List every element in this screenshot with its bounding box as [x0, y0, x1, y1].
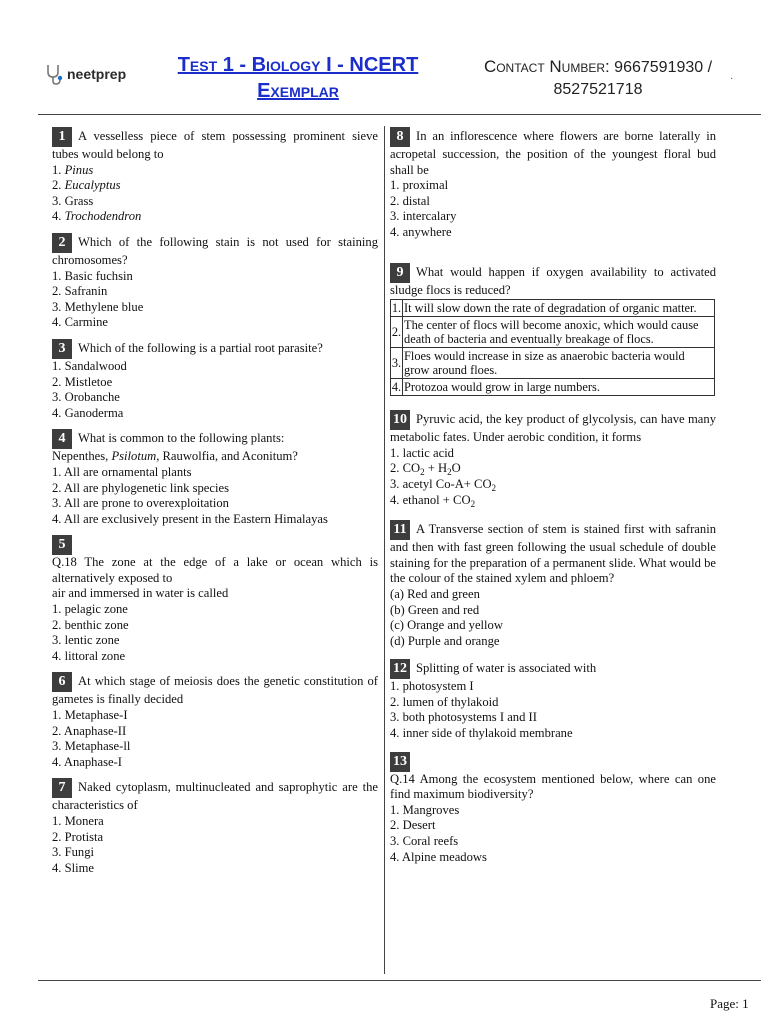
stethoscope-icon	[44, 62, 64, 86]
question-text: A vesselless piece of stem possessing prominent sieve tubes would belong to	[52, 128, 378, 161]
option-4: 4. anywhere	[390, 224, 452, 239]
question-1	[52, 127, 378, 225]
question-9	[390, 263, 716, 397]
option-4: 4. Trochodendron	[52, 209, 142, 224]
option-1: 1. Basic fuchsin	[52, 268, 133, 283]
table-row: 4. Protozoa would grow in large numbers.	[391, 379, 715, 396]
question-text-line2: Nepenthes, Psilotum, Rauwolfia, and Aconitum?	[52, 449, 298, 464]
question-11	[390, 520, 716, 649]
question-number: 6	[52, 672, 72, 692]
option-4: 4. Ganoderma	[52, 405, 124, 420]
table-row: 1. It will slow down the rate of degradation of organic matter.	[391, 300, 715, 317]
option-d: (d) Purple and orange	[390, 633, 500, 648]
column-divider	[384, 126, 385, 974]
question-number: 7	[52, 778, 72, 798]
question-text: What is common to the following plants:	[78, 431, 285, 446]
option-4: 4. Alpine meadows	[390, 849, 487, 864]
contact-info	[458, 56, 738, 101]
left-column	[52, 127, 378, 884]
option-1: 1. Monera	[52, 814, 104, 828]
right-column	[390, 127, 716, 873]
question-13	[390, 752, 716, 866]
question-6	[52, 672, 378, 770]
option-2: 2. lumen of thylakoid	[390, 694, 499, 709]
question-3	[52, 339, 378, 421]
option-2: 2. All are phylogenetic link species	[52, 480, 229, 495]
option-2: 2. distal	[390, 193, 430, 208]
option-b: (b) Green and red	[390, 602, 480, 617]
option-1: 1. Pinus	[52, 162, 94, 177]
question-number: 9	[390, 263, 410, 283]
question-number: 12	[390, 659, 410, 679]
option-4: 4. Carmine	[52, 315, 108, 330]
option-3: 3. Methylene blue	[52, 299, 144, 314]
question-10	[390, 410, 716, 508]
question-text: Pyruvic acid, the key product of glycolysis, can have many metabolic fates. Under aerobic condition, it forms	[390, 412, 716, 445]
option-1: 1. All are ornamental plants	[52, 464, 192, 479]
option-3: 3. Grass	[52, 193, 94, 208]
question-text: At which stage of meiosis does the genetic constitution of gametes is finally decided	[52, 674, 378, 707]
question-4	[52, 429, 378, 527]
question-text: Which of the following is a partial root parasite?	[78, 340, 323, 355]
option-4: 4. ethanol + $CO_2$	[390, 492, 476, 509]
logo-text: neetprep	[67, 66, 127, 82]
question-8	[390, 127, 716, 241]
question-number: 11	[390, 520, 410, 540]
neetprep-logo	[44, 62, 126, 86]
question-text: Q.18 The zone at the edge of a lake or ocean which is alternatively exposed to	[52, 555, 378, 585]
option-2: 2. $CO_2 + H_2O$	[390, 461, 461, 478]
option-2: 2. Desert	[390, 818, 436, 833]
option-2: 2. benthic zone	[52, 617, 129, 632]
option-1: 1. photosystem I	[390, 679, 474, 694]
question-12	[390, 659, 716, 741]
option-1: 1. proximal	[390, 178, 449, 193]
option-3: 3. Orobanche	[52, 390, 120, 405]
question-number: 3	[52, 339, 72, 359]
option-2: 2. Safranin	[52, 284, 108, 299]
question-number: 8	[390, 127, 410, 147]
option-4: 4. Slime	[52, 860, 94, 875]
table-row: 3. Floes would increase in size as anaerobic bacteria would grow around floes.	[391, 348, 715, 379]
option-4: 4. Anaphase-I	[52, 754, 122, 769]
options-table	[390, 299, 715, 396]
question-5	[52, 535, 378, 664]
question-text-line2: air and immersed in water is called	[52, 586, 229, 601]
option-3: 3. intercalary	[390, 209, 457, 224]
option-1: 1. Metaphase-I	[52, 708, 128, 723]
question-number: 10	[390, 410, 410, 430]
option-2: 2. Protista	[52, 829, 104, 844]
option-3: 3. Coral reefs	[390, 834, 459, 849]
question-number: 4	[52, 429, 72, 449]
option-3: 3. both photosystems I and II	[390, 710, 537, 725]
question-number: 5	[52, 535, 72, 555]
option-2: 2. Anaphase-II	[52, 723, 127, 738]
table-row: 2. The center of flocs will become anoxic, which would cause death of bacteria and eventually breakage of flocs.	[391, 317, 715, 348]
question-text: What would happen if oxygen availability to activated sludge flocs is reduced?	[390, 264, 716, 297]
page-number: Page: 1	[710, 996, 749, 1011]
option-1: 1. Mangroves	[390, 802, 460, 817]
contact-numbers: 9667591930 / 8527521718	[553, 59, 713, 98]
question-text: A Transverse section of stem is stained first with safranin and then with fast green following the usual schedule of double staining for the preparation of a permanent slide. What would be the colour of the stained xylem and phloem?	[390, 522, 716, 586]
option-3: 3. Metaphase-ll	[52, 739, 131, 754]
header-dot: ·	[730, 74, 734, 85]
question-2	[52, 233, 378, 331]
option-1: 1. lactic acid	[390, 445, 454, 460]
option-4: 4. littoral zone	[52, 648, 126, 663]
option-1: 1. pelagic zone	[52, 602, 128, 617]
question-text: Naked cytoplasm, multinucleated and saprophytic are the characteristics of	[52, 780, 378, 813]
option-3: 3. lentic zone	[52, 633, 120, 648]
option-a: (a) Red and green	[390, 586, 480, 601]
option-2: 2. Eucalyptus	[52, 178, 121, 193]
option-1: 1. Sandalwood	[52, 358, 127, 373]
option-2: 2. Mistletoe	[52, 374, 113, 389]
option-3: 3. acetyl $Co-A+ CO_2$	[390, 476, 497, 493]
question-number: 2	[52, 233, 72, 253]
question-text: In an inflorescence where flowers are borne laterally in acropetal succession, the position of the youngest floral bud shall be	[390, 128, 716, 177]
option-3: 3. Fungi	[52, 845, 94, 860]
question-text: Which of the following stain is not used for staining chromosomes?	[52, 234, 378, 267]
question-number: 1	[52, 127, 72, 147]
footer-divider	[38, 980, 761, 981]
test-title: Test 1 - Biology I - NCERT Exemplar	[177, 54, 419, 102]
option-4: 4. inner side of thylakoid membrane	[390, 726, 573, 741]
question-7	[52, 778, 378, 876]
question-text: Splitting of water is associated with	[416, 661, 597, 676]
header-divider	[38, 114, 761, 115]
option-c: (c) Orange and yellow	[390, 618, 503, 633]
question-number: 13	[390, 752, 410, 772]
option-3: 3. All are prone to overexploitation	[52, 496, 229, 511]
option-4: 4. All are exclusively present in the Eastern Himalayas	[52, 511, 328, 526]
contact-label: Contact Number:	[483, 57, 610, 76]
question-text: Q.14 Among the ecosystem mentioned below, where can one find maximum biodiversity?	[390, 771, 716, 802]
